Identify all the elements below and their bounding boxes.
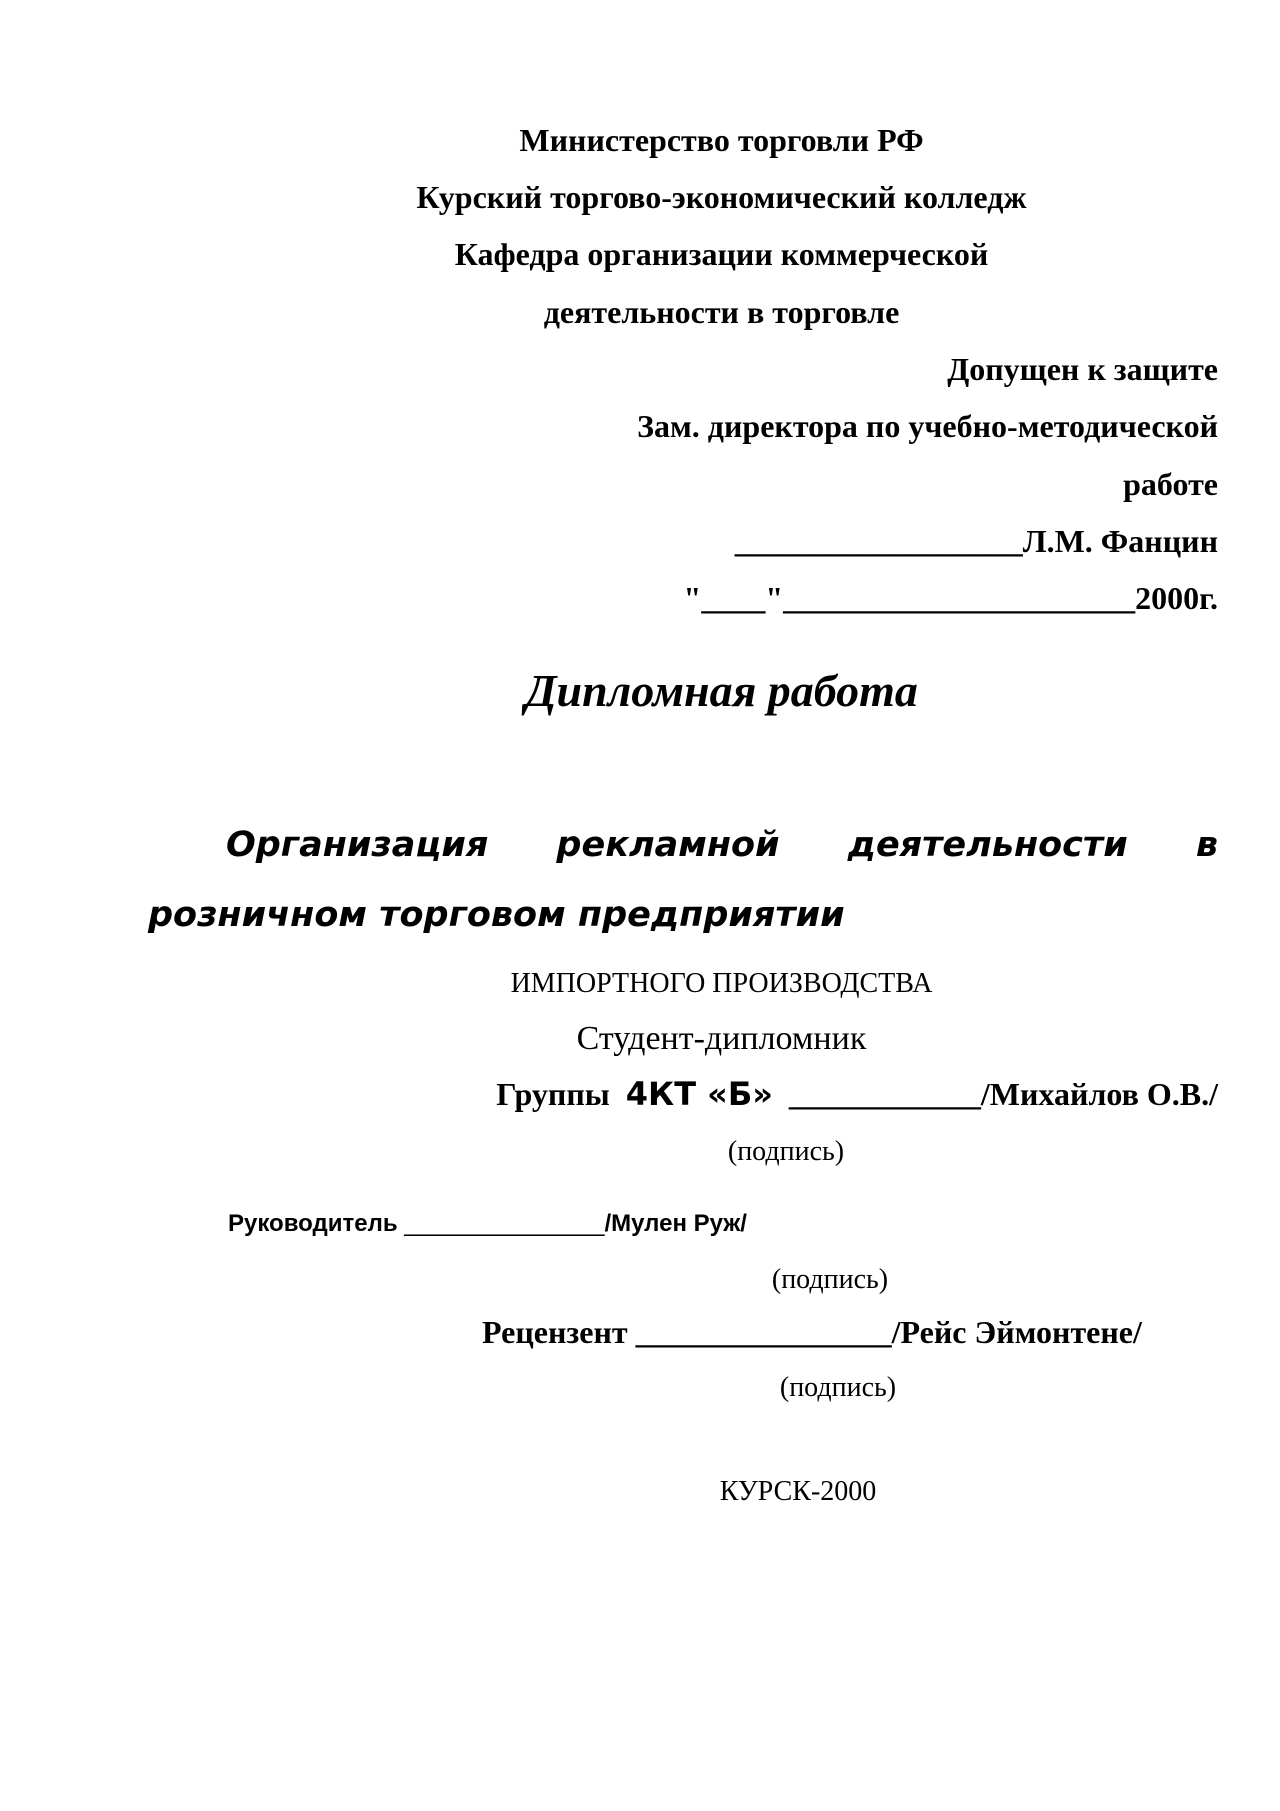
reviewer-label: Рецензент [482,1314,628,1350]
student-signature-row [496,1075,1218,1113]
ministry-title: Министерство торговли РФ [519,122,924,158]
supervisor-signature-row [228,1212,747,1236]
supervisor-signature-caption: (подпись) [771,1264,889,1295]
group-prefix: Группы [496,1076,610,1112]
admitted-to-defense: Допущен к защите [947,351,1218,387]
department-line-1: Кафедра организации коммерческой [454,236,989,272]
reviewer-signature-blank: ________________ [635,1314,892,1350]
group-code: 4КТ «Б» [625,1075,773,1113]
topic-subtitle: ИМПОРТНОГО ПРОИЗВОДСТВА [510,968,933,999]
topic-line-1 [226,825,1218,865]
approval-date-line: "____"______________________2000г. [683,580,1218,616]
topic-word: рекламной [556,825,780,865]
student-name: /Михайлов О.В./ [980,1076,1218,1112]
approver-position-line-2: работе [1123,466,1218,502]
reviewer-name: /Рейс Эймонтене/ [891,1314,1142,1350]
approver-name: Л.М. Фанцин [1022,523,1218,559]
city-year: КУРСК-2000 [719,1476,877,1507]
supervisor-name: /Мулен Руж/ [604,1210,747,1237]
topic-word: деятельности [847,825,1128,865]
approver-signature-row [735,525,1218,557]
student-label: Студент-дипломник [576,1020,867,1057]
approver-signature-blank: __________________ [734,523,1023,559]
document-type-title: Дипломная работа [525,665,918,716]
reviewer-signature-row [482,1316,1142,1348]
topic-word: в [1195,825,1218,865]
student-signature-caption: (подпись) [727,1136,845,1167]
supervisor-signature-blank: _______________ [404,1210,605,1237]
topic-line-2: розничном торговом предприятии [148,895,845,935]
topic-word: Организация [226,825,489,865]
student-signature-blank: ____________ [788,1076,981,1112]
reviewer-signature-caption: (подпись) [779,1372,897,1403]
college-title: Курский торгово-экономический колледж [416,179,1027,215]
approver-position-line-1: Зам. директора по учебно-методической [637,408,1218,444]
department-line-2: деятельности в торговле [543,294,900,330]
supervisor-label: Руководитель [228,1210,398,1237]
